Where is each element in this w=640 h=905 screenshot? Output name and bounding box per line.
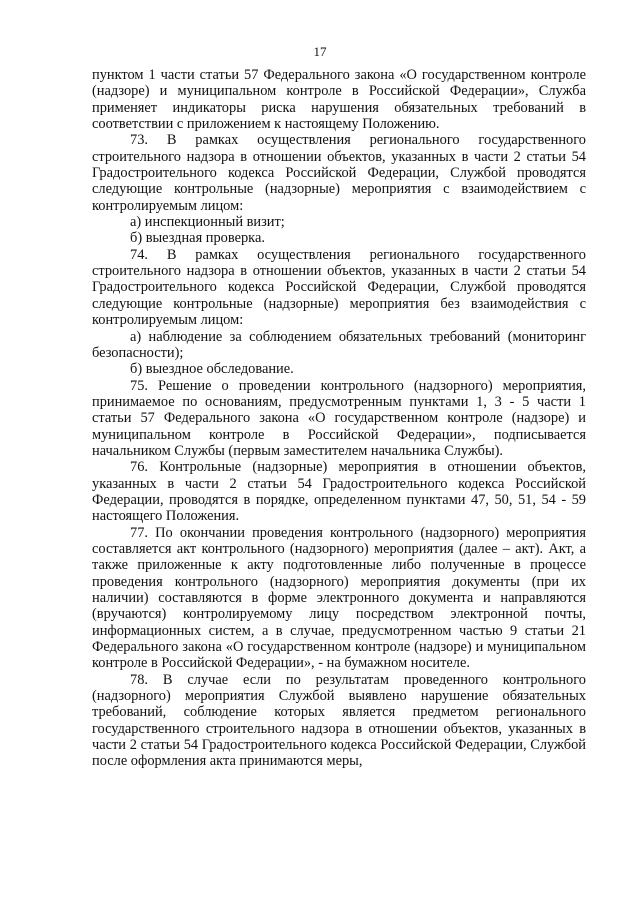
document-body [92, 67, 586, 770]
list-item-73a: а) инспекционный визит; [130, 214, 285, 231]
list-item-74a: а) наблюдение за соблюдением обязательных требований (мониторинг безопасности); [92, 328, 586, 361]
list-item-73b: б) выездная проверка. [130, 230, 265, 247]
paragraph-78: 78. В случае если по результатам проведенного контрольного (надзорного) мероприятия Службой выявлено нарушение обязательных требований, соблюдение которых является предметом регионального государственного строительного надзора в отношении объектов, указанных в части 2 статьи 54 Градостроительного кодекса Российской Федерации, Службой после оформления акта принимаются меры, [92, 671, 586, 770]
paragraph-76: 76. Контрольные (надзорные) мероприятия в отношении объектов, указанных в части 2 статьи 54 Градостроительного кодекса Российской Федерации, проводятся в порядке, определенном пунктами 47, 50, 51, 54 - 59 настоящего Положения. [92, 459, 586, 525]
paragraph-73: 73. В рамках осуществления регионального государственного строительного надзора в отношении объектов, указанных в части 2 статьи 54 Градостроительного кодекса Российской Федерации, Службой проводятся следующие контрольные (надзорные) мероприятия с взаимодействием с контролируемым лицом: [92, 132, 586, 214]
paragraph-77: 77. По окончании проведения контрольного (надзорного) мероприятия составляется акт контрольного (надзорного) мероприятия (далее – акт). Акт, а также приложенные к акту подготовленные либо полученные в процессе проведения контрольного (надзорного) мероприятия документы (при их наличии) составляются в форме электронного документа и направляются (вручаются) контролируемому лицу посредством электронной почты, информационных систем, а в случае, предусмотренном частью 9 статьи 21 Федерального закона «О государственном контроле (надзоре) и муниципальном контроле в Российской Федерации», - на бумажном носителе. [92, 524, 586, 672]
page-number: 17 [313, 44, 327, 59]
paragraph-continuation: пунктом 1 части статьи 57 Федерального закона «О государственном контроле (надзоре) и муниципальном контроле в Российской Федерации», Служба применяет индикаторы риска нарушения обязательных требований в соответствии с приложением к настоящему Положению. [92, 67, 586, 133]
paragraph-74: 74. В рамках осуществления регионального государственного строительного надзора в отношении объектов, указанных в части 2 статьи 54 Градостроительного кодекса Российской Федерации, Службой проводятся следующие контрольные (надзорные) мероприятия без взаимодействия с контролируемым лицом: [92, 246, 586, 329]
list-item-74b: б) выездное обследование. [130, 361, 294, 378]
paragraph-75: 75. Решение о проведении контрольного (надзорного) мероприятия, принимаемое по основаниям, предусмотренным пунктами 1, 3 - 5 части 1 статьи 57 Федерального закона «О государственном контроле (надзоре) и муниципальном контроле в Российской Федерации», подписывается начальником Службы (первым заместителем начальника Службы). [92, 377, 586, 459]
